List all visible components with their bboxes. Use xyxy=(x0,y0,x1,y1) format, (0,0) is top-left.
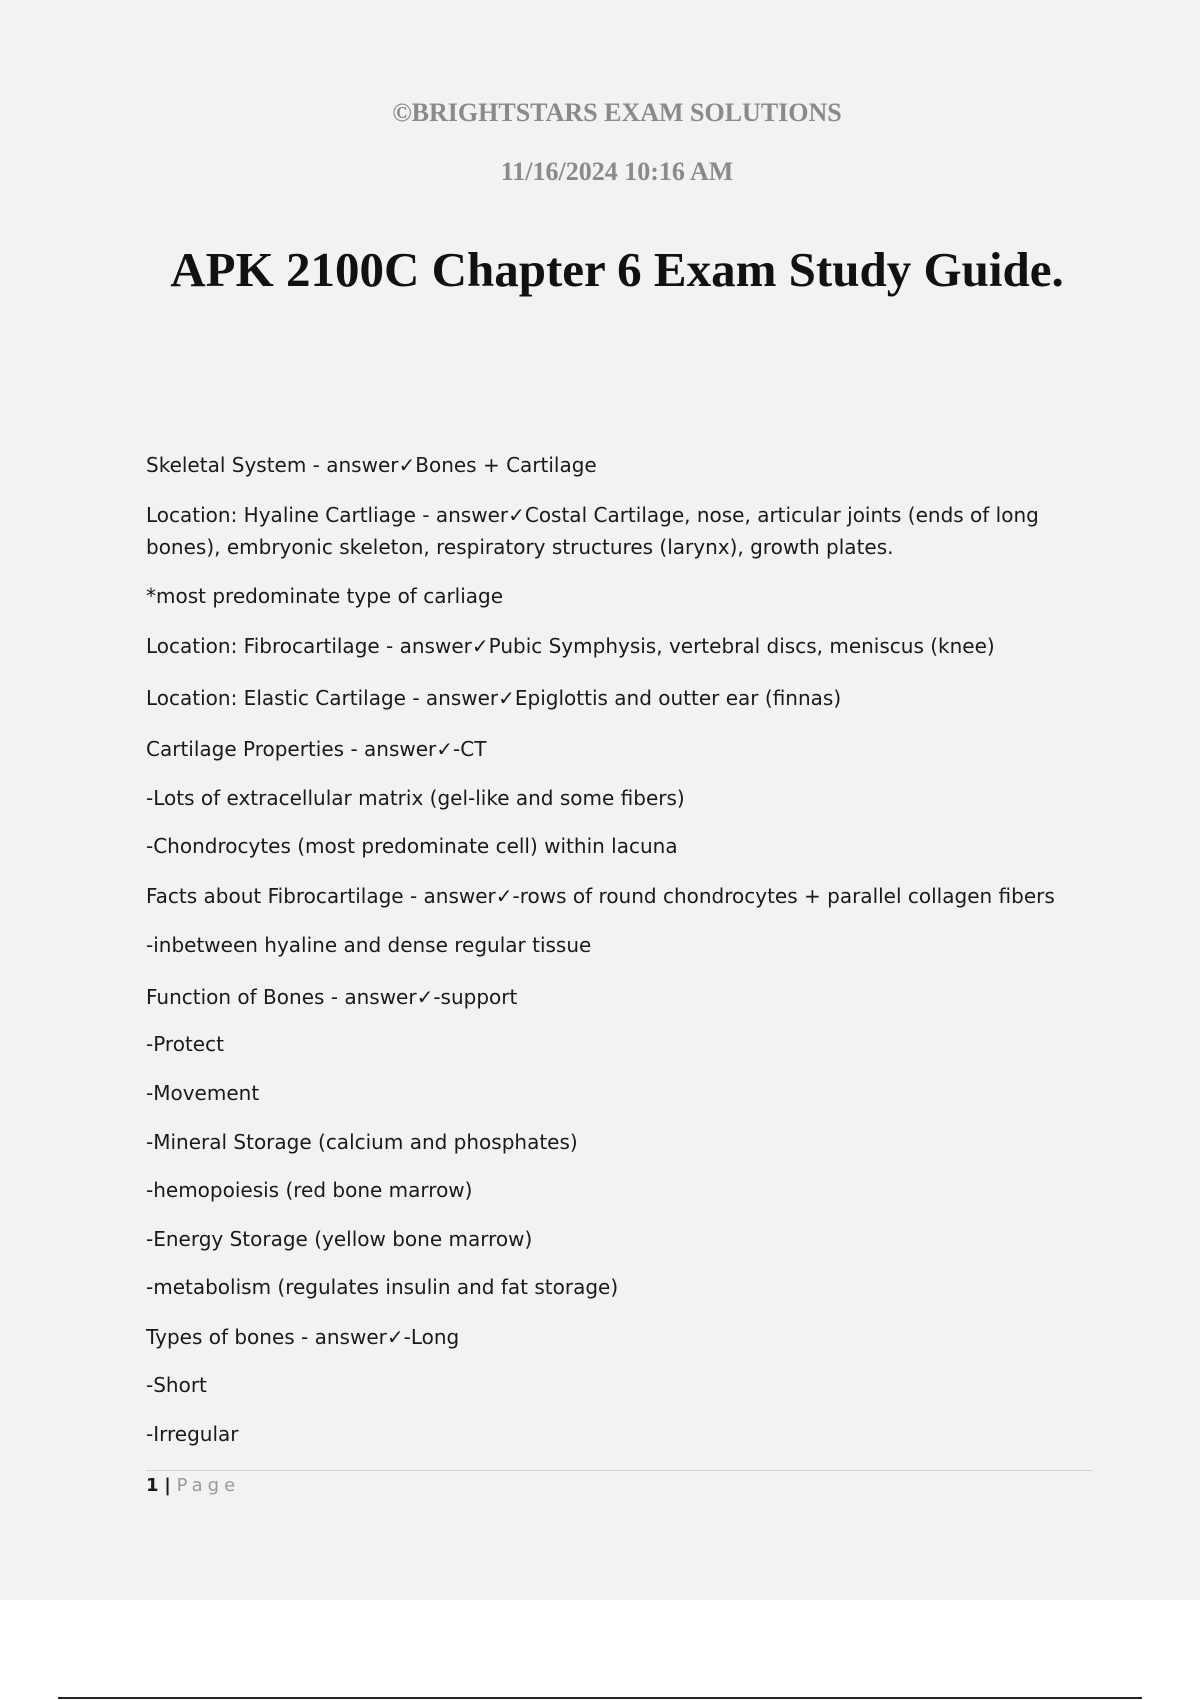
header-date: 11/16/2024 10:16 AM xyxy=(500,157,734,186)
text-line: *most predominate type of carliage xyxy=(146,584,504,608)
text-line: -hemopoiesis (red bone marrow) xyxy=(146,1178,473,1202)
page-word: Page xyxy=(176,1475,241,1496)
text-line: -inbetween hyaline and dense regular tissue xyxy=(146,933,592,957)
page-number: 1 xyxy=(146,1475,159,1496)
next-page-divider xyxy=(58,1697,1142,1699)
footer-divider xyxy=(146,1470,1092,1471)
text-line: -Energy Storage (yellow bone marrow) xyxy=(146,1227,533,1251)
header-company: ©BRIGHTSTARS EXAM SOLUTIONS xyxy=(392,98,842,127)
page-footer xyxy=(146,1474,240,1498)
text-line: Function of Bones - answer✓-support xyxy=(146,985,518,1009)
page-separator: | xyxy=(164,1475,171,1496)
text-line: Location: Elastic Cartilage - answer✓Epiglottis and outter ear (finnas) xyxy=(146,686,842,710)
text-line: -metabolism (regulates insulin and fat storage) xyxy=(146,1275,619,1299)
text-line: Facts about Fibrocartilage - answer✓-rows of round chondrocytes + parallel collagen fibers xyxy=(146,884,1055,908)
text-line: -Irregular xyxy=(146,1422,239,1446)
document-title: APK 2100C Chapter 6 Exam Study Guide. xyxy=(170,242,1064,297)
text-line: Location: Fibrocartilage - answer✓Pubic Symphysis, vertebral discs, meniscus (knee) xyxy=(146,634,995,658)
text-line: Types of bones - answer✓-Long xyxy=(146,1325,460,1349)
text-line: Cartilage Properties - answer✓-CT xyxy=(146,737,487,761)
text-line: -Chondrocytes (most predominate cell) within lacuna xyxy=(146,834,678,858)
text-line: -Short xyxy=(146,1373,207,1397)
text-line: -Mineral Storage (calcium and phosphates) xyxy=(146,1130,578,1154)
text-line: Location: Hyaline Cartliage - answer✓Costal Cartilage, nose, articular joints (ends of long bones), embryonic skeleton, respiratory structures (larynx), growth plates. xyxy=(146,503,1039,559)
text-line: Skeletal System - answer✓Bones + Cartilage xyxy=(146,453,597,477)
text-line: -Lots of extracellular matrix (gel-like and some fibers) xyxy=(146,786,685,810)
text-line: -Protect xyxy=(146,1032,224,1056)
text-line: -Movement xyxy=(146,1081,260,1105)
